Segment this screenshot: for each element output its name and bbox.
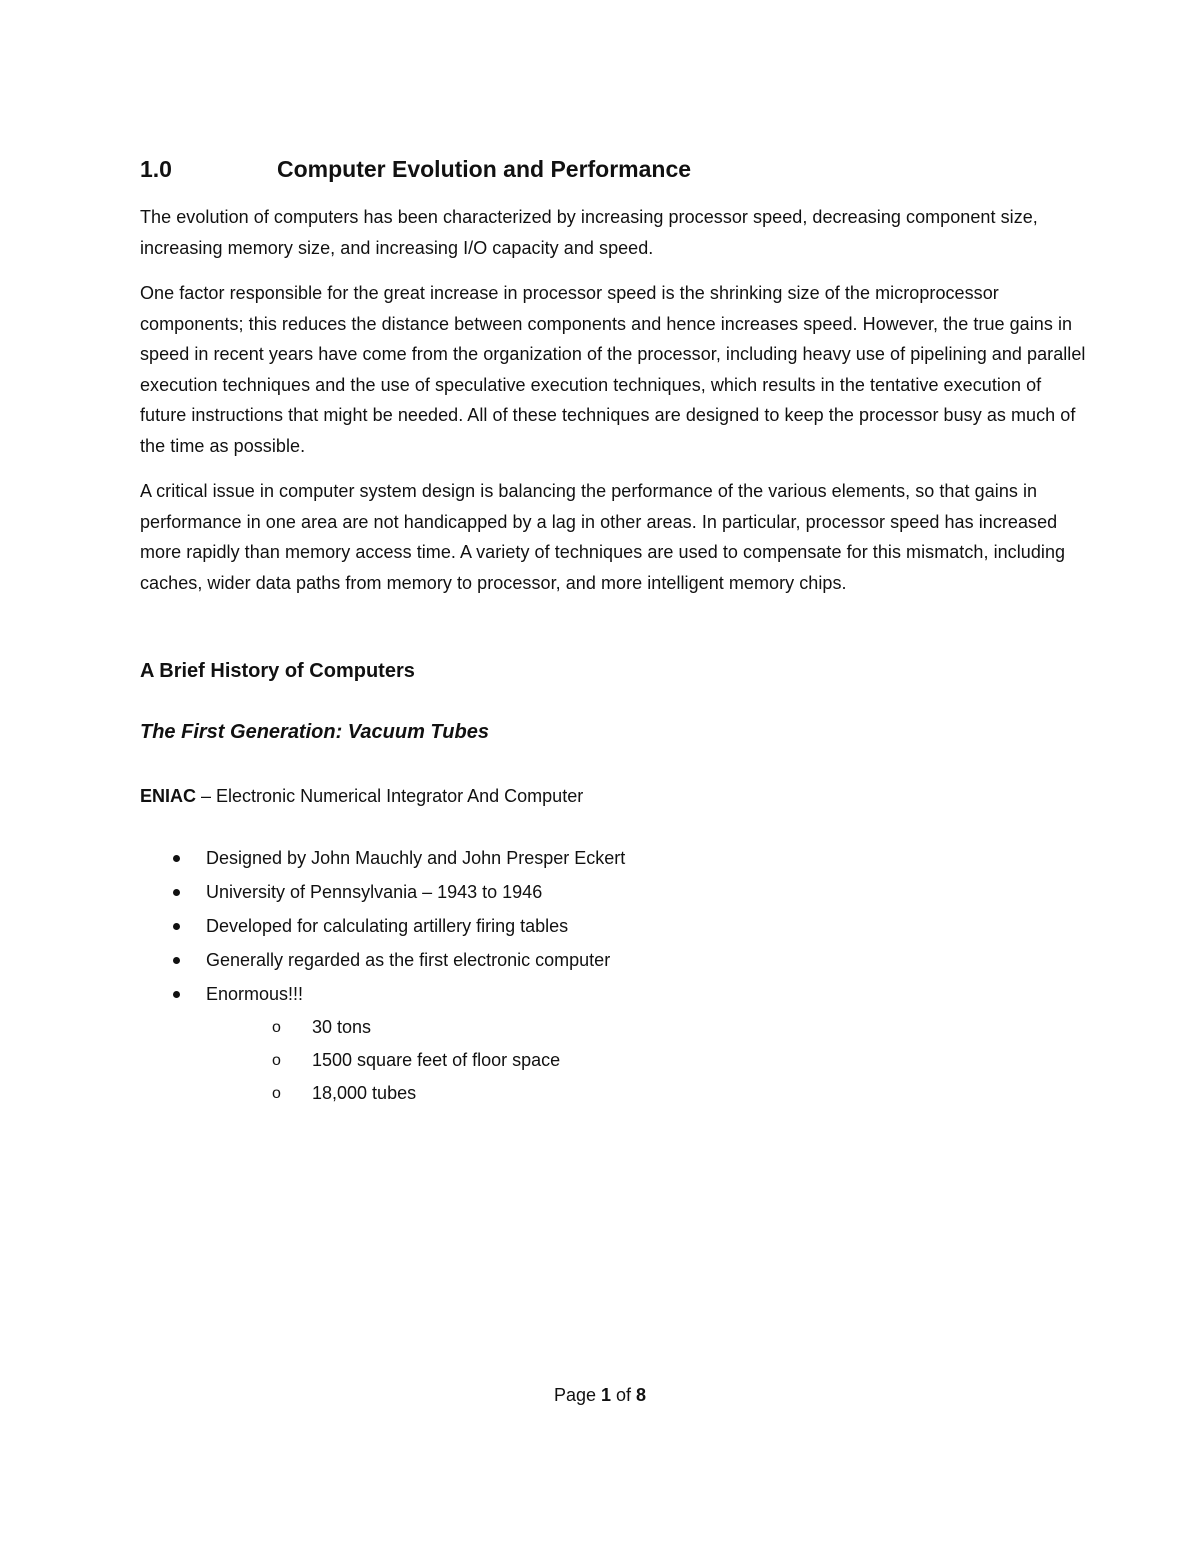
- sub-list-item-text: 18,000 tubes: [312, 1083, 417, 1103]
- section-number: 1.0: [140, 156, 172, 182]
- list-item: [140, 909, 1090, 943]
- section-title: Computer Evolution and Performance: [277, 156, 692, 182]
- list-item: [140, 943, 1090, 977]
- footer-page-current: 1: [601, 1385, 612, 1405]
- bullet-dot-icon: [173, 923, 180, 930]
- list-item: [140, 977, 1090, 1110]
- bullet-dot-icon: [173, 957, 180, 964]
- history-heading: A Brief History of Computers: [140, 660, 415, 682]
- list-item-text: Generally regarded as the first electronic computer: [206, 950, 611, 970]
- eniac-acronym: ENIAC: [140, 786, 197, 806]
- list-item-text: Developed for calculating artillery firing tables: [206, 916, 569, 936]
- list-item-text: Designed by John Mauchly and John Presper Eckert: [206, 848, 626, 868]
- list-item: [140, 841, 1090, 875]
- bullet-dot-icon: [173, 855, 180, 862]
- paragraph-processor-speed: One factor responsible for the great increase in processor speed is the shrinking size of the microprocessor components; this reduces the distance between components and hence increases speed. However, the true gains in speed in recent years have come from the organization of the processor, including heavy use of pipelining and parallel execution techniques and the use of speculative execution techniques, which results in the tentative execution of future instructions that might be needed. All of these techniques are designed to keep the processor busy as much of the time as possible.: [140, 283, 1086, 456]
- list-item-text: University of Pennsylvania – 1943 to 1946: [206, 882, 543, 902]
- sub-list-item-text: 30 tons: [312, 1017, 372, 1037]
- sub-bullet-list: [206, 1011, 1090, 1110]
- paragraph-balance: A critical issue in computer system design is balancing the performance of the various elements, so that gains in performance in one area are not handicapped by a lag in other areas. In particular, processor speed has increased more rapidly than memory access time. A variety of techniques are used to compensate for this mismatch, including caches, wider data paths from memory to processor, and more intelligent memory chips.: [140, 481, 1066, 593]
- sub-list-item: [206, 1011, 1090, 1044]
- list-item: [140, 875, 1090, 909]
- page-footer: [0, 1385, 1200, 1406]
- circle-bullet-icon: o: [272, 1085, 281, 1102]
- paragraph-intro: The evolution of computers has been characterized by increasing processor speed, decreasing component size, increasing memory size, and increasing I/O capacity and speed.: [140, 207, 1038, 258]
- footer-of-word: of: [611, 1385, 637, 1405]
- list-item-text: Enormous!!!: [206, 984, 304, 1004]
- bullet-dot-icon: [173, 991, 180, 998]
- page-content: [140, 156, 1090, 1110]
- eniac-definition: [140, 781, 1090, 811]
- bullet-dot-icon: [173, 889, 180, 896]
- generation-heading: The First Generation: Vacuum Tubes: [140, 721, 489, 743]
- sub-list-item-text: 1500 square feet of floor space: [312, 1050, 561, 1070]
- sub-list-item: [206, 1077, 1090, 1110]
- eniac-bullet-list: [140, 841, 1090, 1110]
- eniac-expansion: Electronic Numerical Integrator And Computer: [216, 786, 584, 806]
- section-heading: [140, 156, 1090, 183]
- sub-list-item: [206, 1044, 1090, 1077]
- footer-page-total: 8: [636, 1385, 647, 1405]
- footer-page-word: Page: [553, 1385, 601, 1405]
- circle-bullet-icon: o: [272, 1019, 281, 1036]
- circle-bullet-icon: o: [272, 1052, 281, 1069]
- eniac-separator: –: [196, 786, 217, 806]
